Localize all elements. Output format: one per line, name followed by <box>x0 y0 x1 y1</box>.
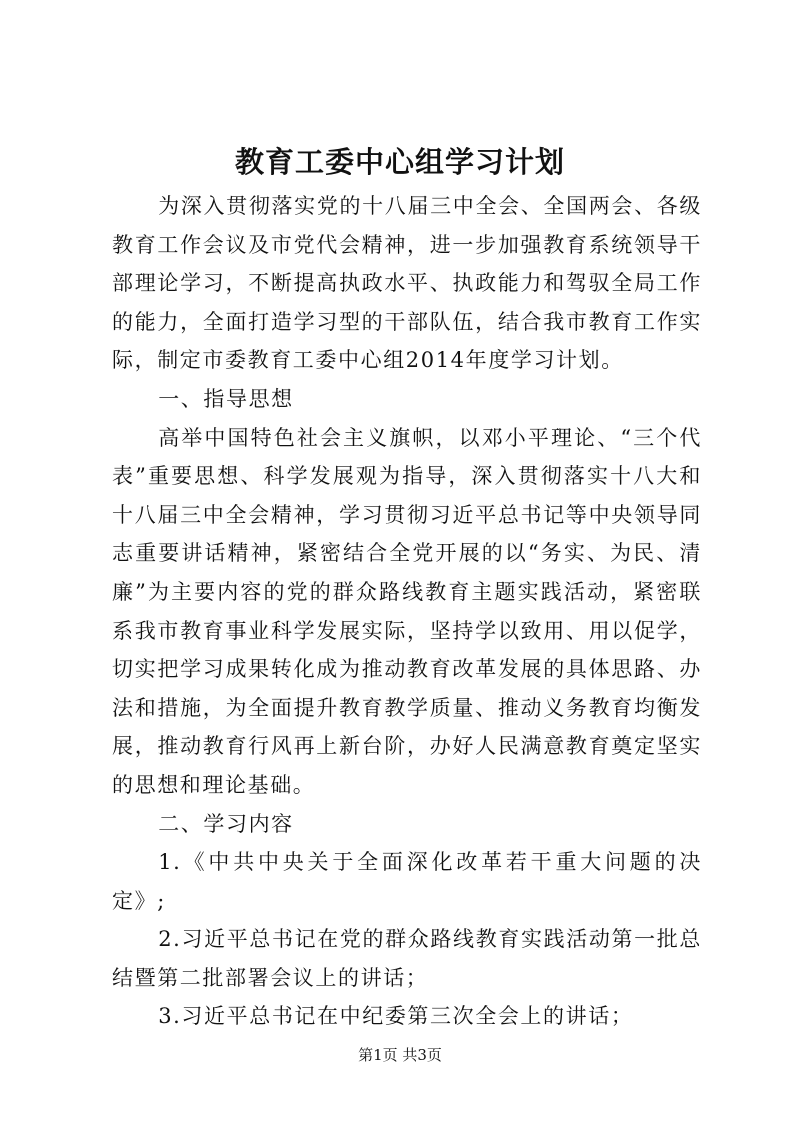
list-item-1: 1.《中共中央关于全面深化改革若干重大问题的决定》; <box>112 850 702 913</box>
section-heading-study-content: 二、学习内容 <box>158 811 294 836</box>
list-item-2: 2.习近平总书记在党的群众路线教育实践活动第一批总结暨第二批部署会议上的讲话； <box>112 927 702 990</box>
section-heading-guiding-thought: 一、指导思想 <box>158 386 294 411</box>
paragraph-intro: 为深入贯彻落实党的十八届三中全会、全国两会、各级教育工作会议及市党代会精神，进一步加强教育系统领导干部理论学习，不断提高执政水平、执政能力和驾驭全局工作的能力，全面打造学习型的干部队伍，结合我市教育工作实际，制定市委教育工委中心组2014年度学习计划。 <box>112 194 702 373</box>
document-body <box>112 187 702 1036</box>
paragraph-guiding-thought: 高举中国特色社会主义旗帜，以邓小平理论、“三个代表”重要思想、科学发展观为指导，深入贯彻落实十八大和十八届三中全会精神，学习贯彻习近平总书记等中央领导同志重要讲话精神，紧密结合全党开展的以“务实、为民、清廉”为主要内容的党的群众路线教育主题实践活动，紧密联系我市教育事业科学发展实际，坚持学以致用、用以促学，切实把学习成果转化成为推动教育改革发展的具体思路、办法和措施，为全面提升教育教学质量、推动义务教育均衡发展，推动教育行风再上新台阶，办好人民满意教育奠定坚实的思想和理论基础。 <box>112 425 702 797</box>
list-item-3: 3.习近平总书记在中纪委第三次全会上的讲话； <box>158 1004 634 1029</box>
page-footer: 第1页 共3页 <box>358 1046 442 1064</box>
document-title: 教育工委中心组学习计划 <box>234 145 565 179</box>
